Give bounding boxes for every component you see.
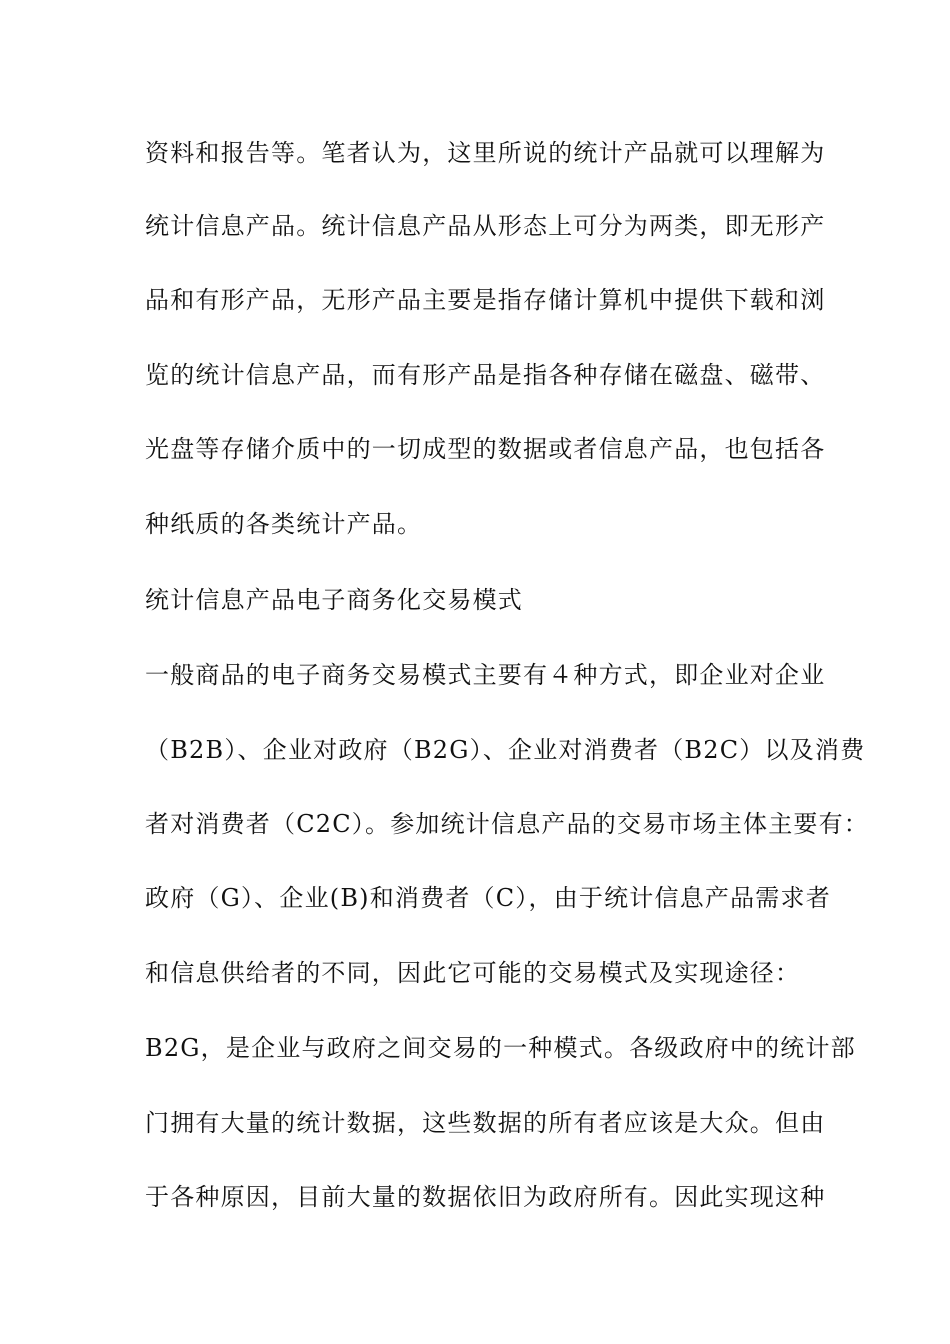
text-line: 种纸质的各类统计产品。 bbox=[145, 510, 423, 538]
text-line: 资料和报告等。笔者认为，这里所说的统计产品就可以理解为 bbox=[145, 139, 826, 167]
text-line: 者对消费者（C2C）。参加统计信息产品的交易市场主体主要有： bbox=[145, 810, 869, 838]
text-line: 于各种原因，目前大量的数据依旧为政府所有。因此实现这种 bbox=[145, 1183, 826, 1211]
text-line: 一般商品的电子商务交易模式主要有４种方式，即企业对企业 bbox=[145, 661, 826, 689]
text-line: （B2B）、企业对政府（B2G）、企业对消费者（B2C）以及消费 bbox=[145, 736, 866, 764]
section-heading: 统计信息产品电子商务化交易模式 bbox=[145, 586, 523, 614]
text-line: 光盘等存储介质中的一切成型的数据或者信息产品，也包括各 bbox=[145, 435, 826, 463]
text-line: 览的统计信息产品，而有形产品是指各种存储在磁盘、磁带、 bbox=[145, 361, 826, 389]
text-line: B2G，是企业与政府之间交易的一种模式。各级政府中的统计部 bbox=[145, 1034, 856, 1062]
text-line: 品和有形产品，无形产品主要是指存储计算机中提供下载和浏 bbox=[145, 286, 826, 314]
text-line: 政府（G）、企业(B)和消费者（C），由于统计信息产品需求者 bbox=[145, 884, 831, 912]
text-line: 统计信息产品。统计信息产品从形态上可分为两类，即无形产 bbox=[145, 212, 826, 240]
text-line: 和信息供给者的不同，因此它可能的交易模式及实现途径： bbox=[145, 959, 801, 987]
text-line: 门拥有大量的统计数据，这些数据的所有者应该是大众。但由 bbox=[145, 1109, 826, 1137]
